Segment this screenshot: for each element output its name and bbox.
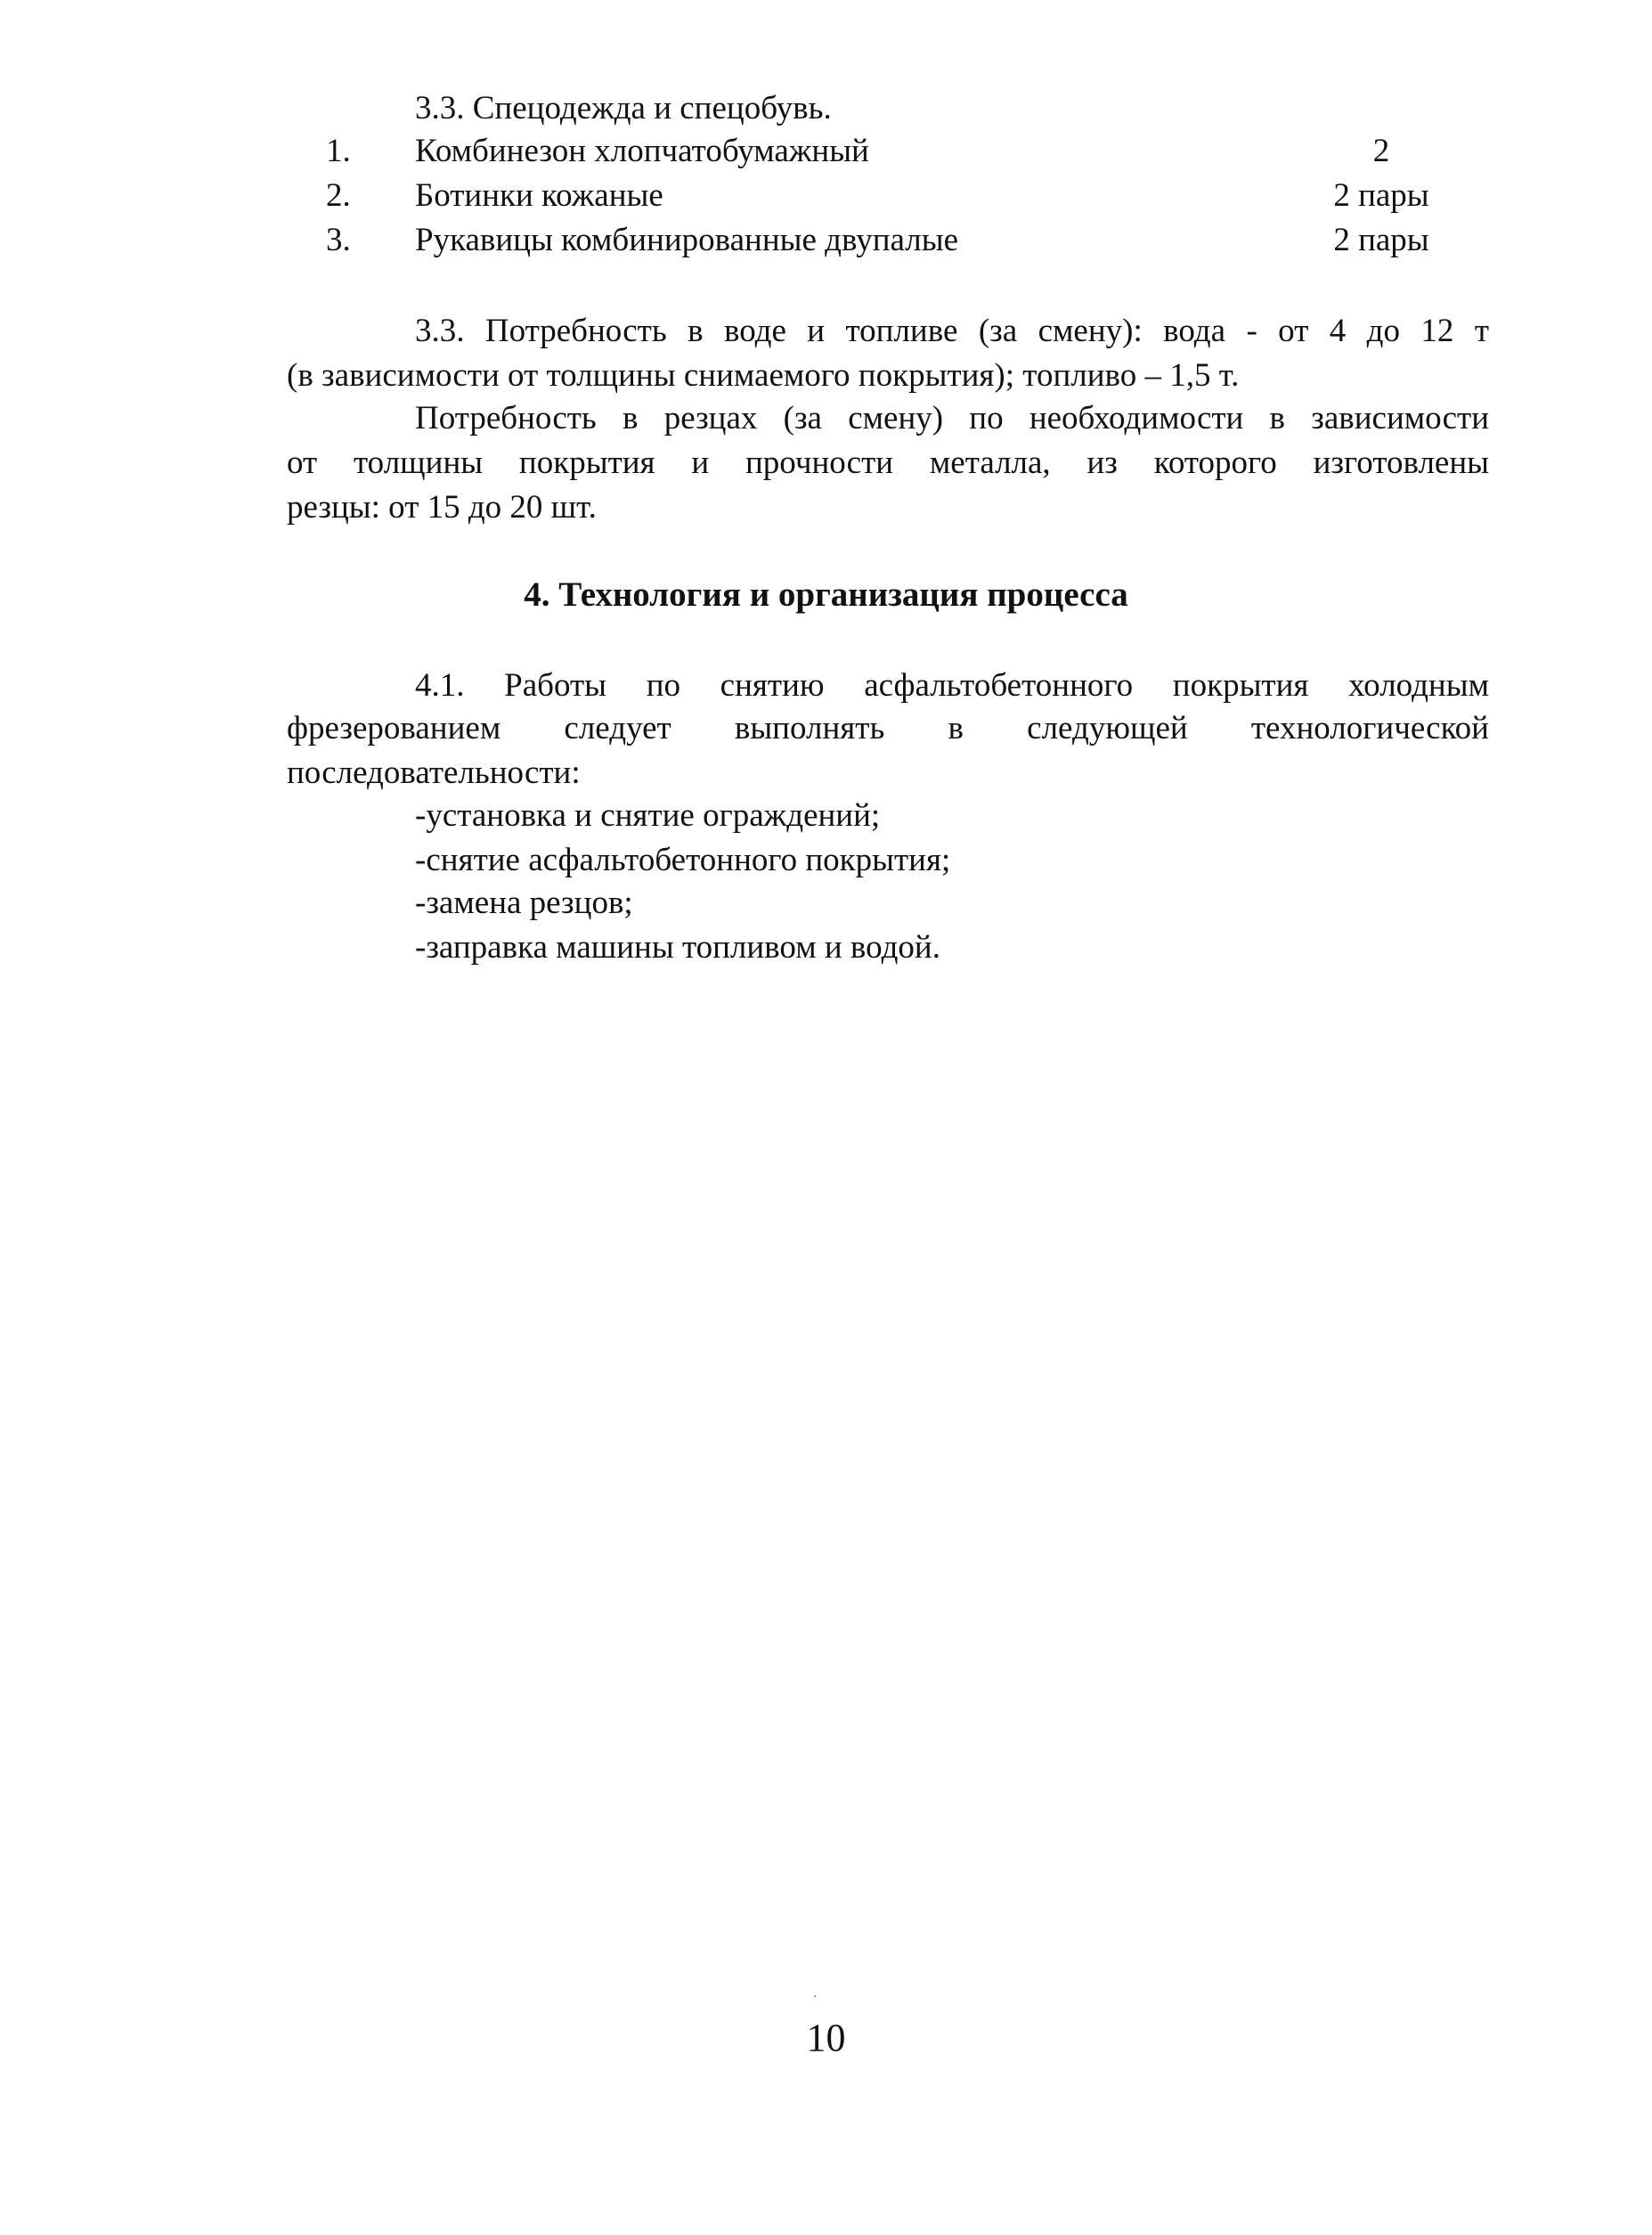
list-item: -установка и снятие ограждений;: [415, 797, 881, 834]
item-number: 1.: [326, 133, 351, 169]
section-title-clothing: 3.3. Спецодежда и спецобувь.: [415, 90, 832, 126]
page-number: 10: [806, 2016, 846, 2060]
item-quantity: 2 пары: [1333, 177, 1429, 214]
item-number: 2.: [326, 177, 351, 214]
list-item: -заправка машины топливом и водой.: [415, 929, 940, 966]
paragraph-line: фрезерованием следует выполнять в следующей технологической: [287, 710, 1489, 746]
item-quantity: 2 пары: [1333, 222, 1429, 258]
paragraph-line: резцы: от 15 до 20 шт.: [287, 489, 597, 526]
list-item: -замена резцов;: [415, 885, 633, 921]
paragraph-line: от толщины покрытия и прочности металла, из которого изготовлены: [287, 445, 1489, 481]
paragraph-line: 3.3. Потребность в воде и топливе (за смену): вода - от 4 до 12 т: [415, 313, 1489, 349]
list-item: -снятие асфальтобетонного покрытия;: [415, 842, 951, 878]
paragraph-line: (в зависимости от толщины снимаемого покрытия); топливо – 1,5 т.: [287, 357, 1240, 394]
scan-speck: [814, 1995, 816, 1997]
paragraph-line: последовательности:: [287, 755, 581, 791]
paragraph-line: 4.1. Работы по снятию асфальтобетонного покрытия холодным: [415, 667, 1489, 704]
item-name: Ботинки кожаные: [415, 177, 663, 214]
paragraph-line: Потребность в резцах (за смену) по необходимости в зависимости: [415, 400, 1489, 436]
item-name: Комбинезон хлопчатобумажный: [415, 133, 869, 169]
item-name: Рукавицы комбинированные двупалые: [415, 222, 958, 258]
item-quantity: 2: [1372, 133, 1390, 169]
item-number: 3.: [326, 222, 351, 258]
section-heading: 4. Технология и организация процесса: [524, 575, 1128, 614]
